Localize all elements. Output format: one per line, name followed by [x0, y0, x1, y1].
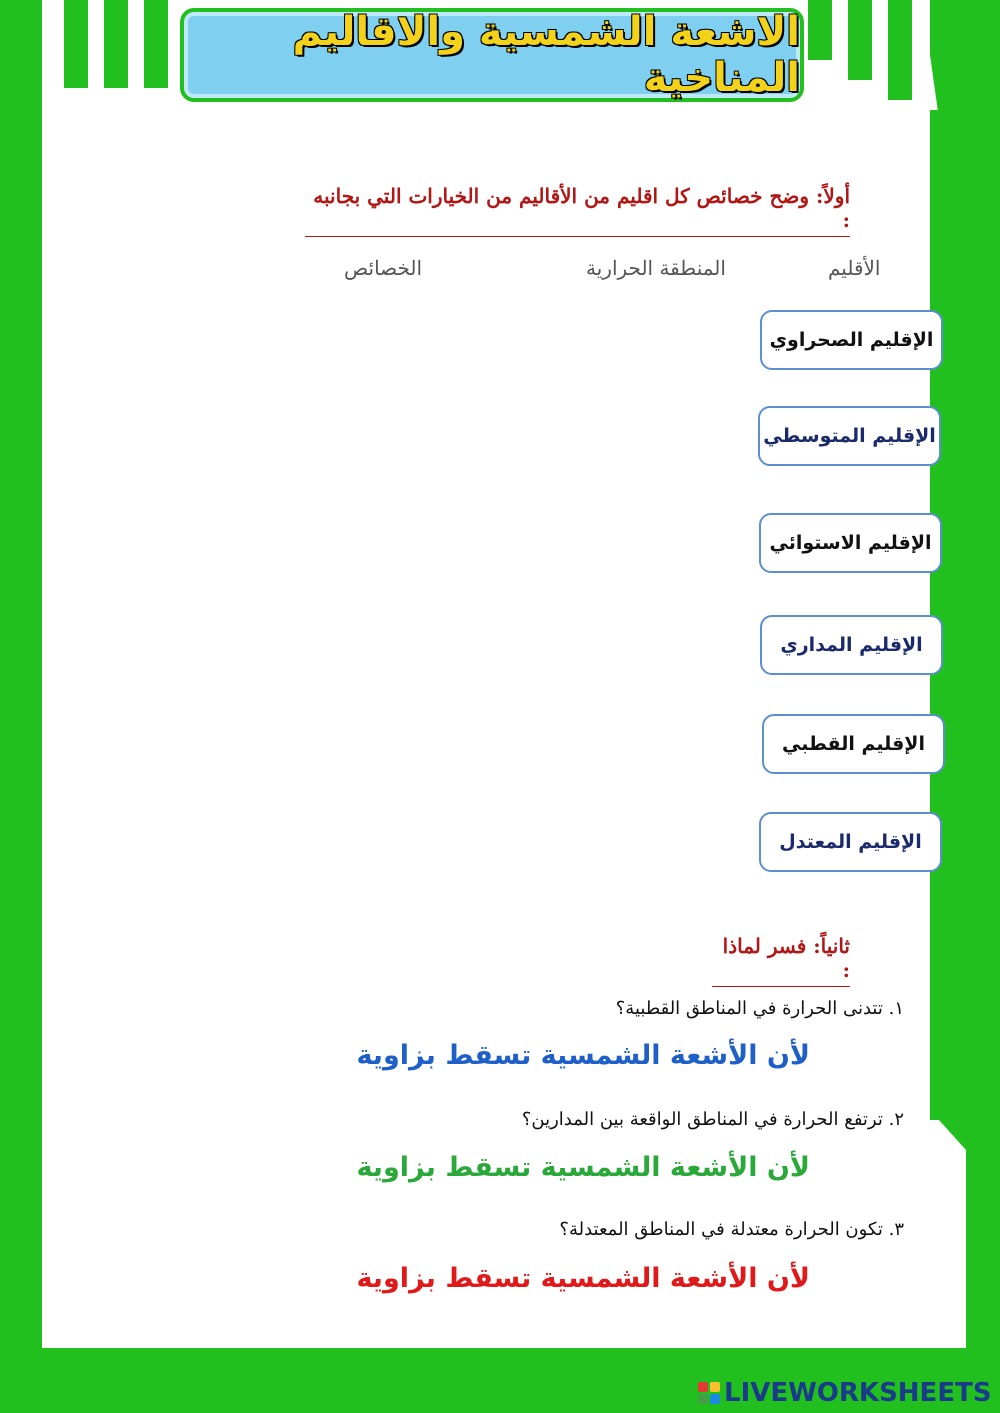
region-box-polar[interactable]: الإقليم القطبي: [762, 714, 945, 774]
frame-right-notch: [930, 1110, 966, 1150]
column-header-thermal-zone: المنطقة الحرارية: [586, 256, 726, 280]
question-3: ٣. تكون الحرارة معتدلة في المناطق المعتدلة؟: [559, 1219, 904, 1240]
answer-2[interactable]: لأن الأشعة الشمسية تسقط بزاوية: [356, 1152, 810, 1183]
logo-square: [710, 1382, 720, 1392]
answer-3[interactable]: لأن الأشعة الشمسية تسقط بزاوية: [356, 1263, 810, 1294]
answer-1[interactable]: لأن الأشعة الشمسية تسقط بزاوية: [356, 1040, 810, 1071]
region-box-mediterranean[interactable]: الإقليم المتوسطي: [758, 406, 941, 466]
top-bar: [808, 0, 832, 60]
liveworksheets-logo: [698, 1378, 992, 1408]
logo-grid-icon: [698, 1382, 720, 1404]
frame-bottom-inner: [42, 1348, 966, 1358]
question-1: ١. تتدنى الحرارة في المناطق القطبية؟: [615, 998, 904, 1019]
question-2: ٢. ترتفع الحرارة في المناطق الواقعة بين المدارين؟: [521, 1109, 904, 1130]
top-bar: [64, 0, 88, 88]
footer-brand: LIVEWORKSHEETS: [724, 1378, 992, 1408]
logo-square: [698, 1382, 708, 1392]
top-bar: [144, 0, 168, 88]
frame-left: [0, 0, 42, 1413]
column-header-region: الأقليم: [828, 256, 881, 280]
region-box-temperate[interactable]: الإقليم المعتدل: [759, 812, 942, 872]
top-bar: [848, 0, 872, 80]
region-box-desert[interactable]: الإقليم الصحراوي: [760, 310, 943, 370]
region-box-equatorial[interactable]: الإقليم الاستوائي: [759, 513, 942, 573]
page-title: الاشعة الشمسية والاقاليم المناخية: [292, 9, 800, 101]
logo-square: [710, 1394, 720, 1404]
title-banner: [180, 8, 804, 102]
section2-heading: ثانياً: فسر لماذا :: [712, 934, 850, 987]
section1-heading: أولاً: وضح خصائص كل اقليم من الأقاليم من الخيارات التي بجانبه :: [305, 184, 850, 237]
region-box-tropical[interactable]: الإقليم المداري: [760, 615, 943, 675]
logo-square: [698, 1394, 708, 1404]
top-bar: [888, 0, 912, 100]
frame-right: [966, 0, 1000, 1413]
column-header-characteristics: الخصائص: [344, 256, 423, 280]
top-bar: [104, 0, 128, 88]
